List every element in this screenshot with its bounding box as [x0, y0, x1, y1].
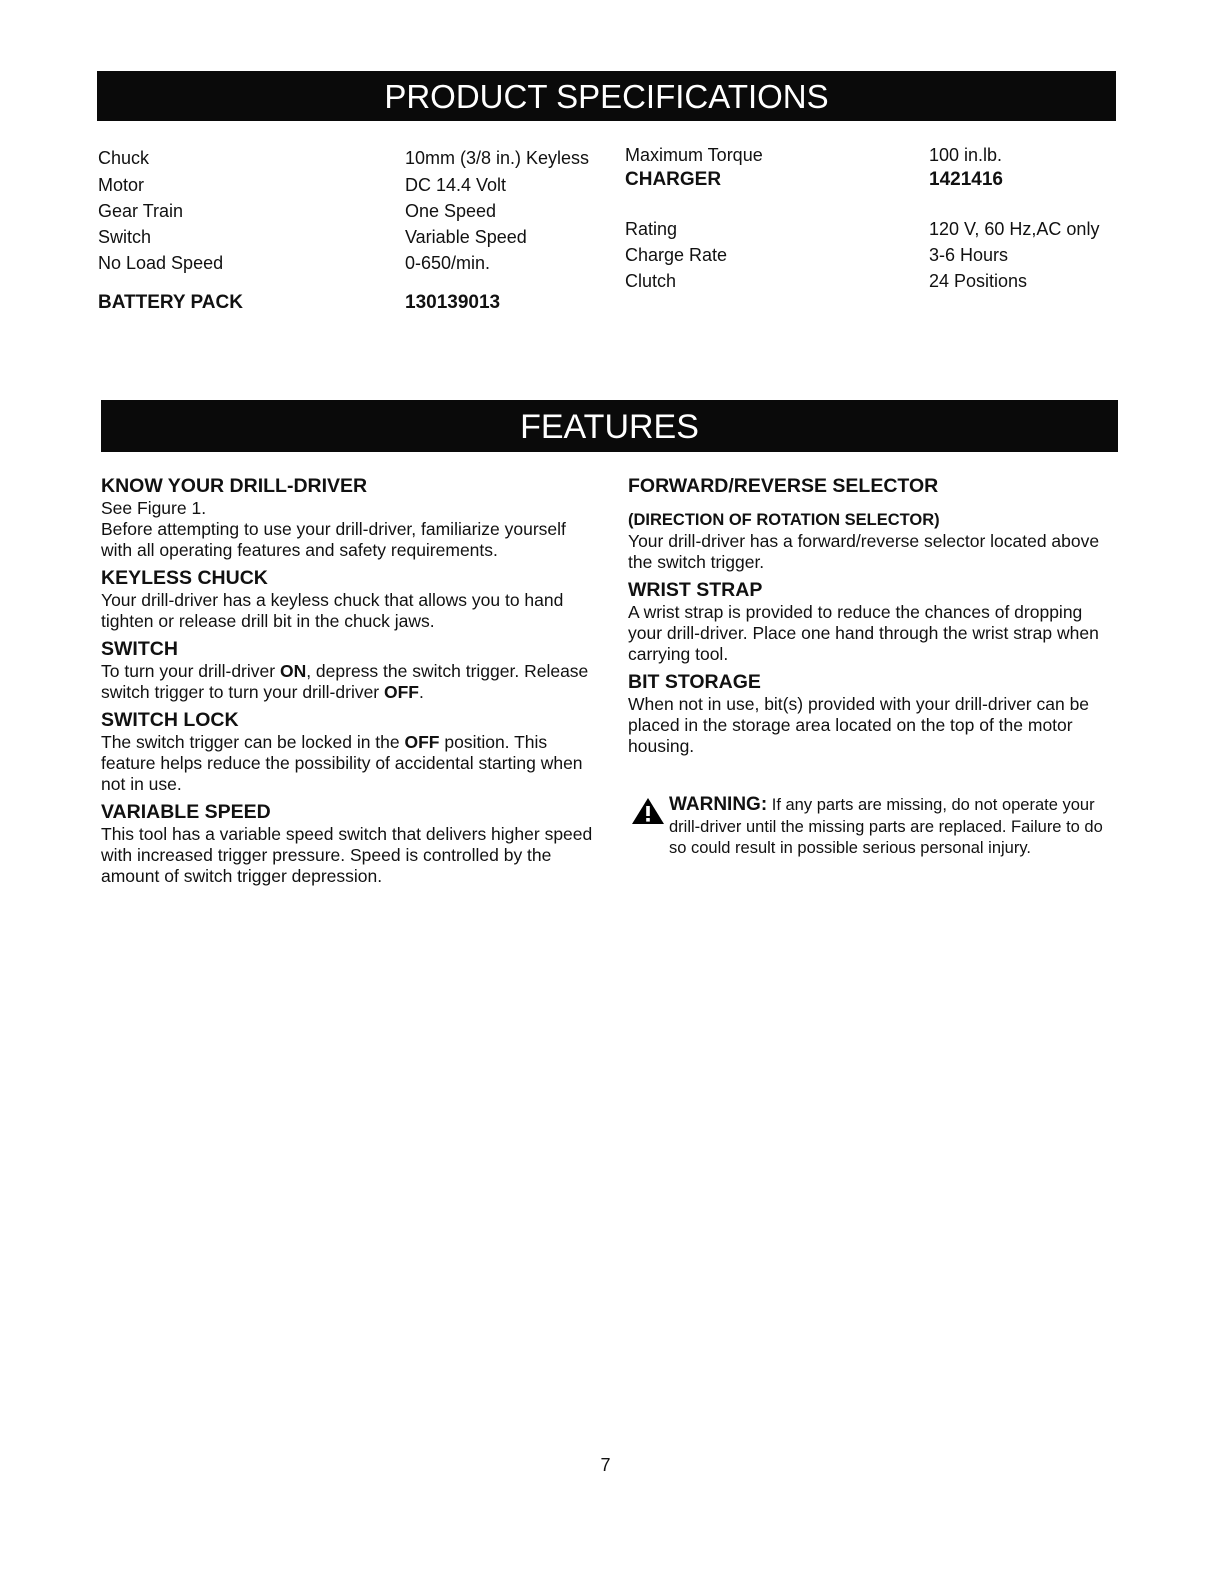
spec-value-max-torque: 100 in.lb.	[929, 145, 1003, 165]
bit-storage-text: When not in use, bit(s) provided with your drill-driver can be placed in the storage area located on the top of the motor housing.	[628, 694, 1090, 756]
forward-reverse-heading: FORWARD/REVERSE SELECTOR	[628, 475, 939, 497]
lock-off: OFF	[404, 732, 440, 752]
specifications-banner	[97, 71, 1116, 121]
keyless-text: Your drill-driver has a keyless chuck that allows you to hand tighten or release drill bit in the chuck jaws.	[101, 590, 564, 631]
wrist-strap-heading: WRIST STRAP	[628, 579, 763, 601]
features-banner	[101, 400, 1118, 452]
spec-label-clutch: Clutch	[625, 271, 677, 291]
spec-value-no-load-speed: 0-650/min.	[405, 253, 491, 273]
bit-storage-heading: BIT STORAGE	[628, 671, 761, 693]
switch-off: OFF	[384, 682, 419, 702]
spec-value-switch: Variable Speed	[405, 227, 527, 247]
switch-lock-text: The switch trigger can be locked in the OFF position. This feature helps reduce the possibility of accidental starting when not in use.	[101, 732, 583, 794]
spec-value-gear-train: One Speed	[405, 201, 497, 221]
features-title: FEATURES	[520, 408, 699, 446]
spec-label-charge-rate: Charge Rate	[625, 245, 728, 265]
wrist-strap-text: A wrist strap is provided to reduce the chances of dropping your drill-driver. Place one hand through the wrist strap when carrying tool.	[628, 602, 1099, 664]
spec-label-charger: CHARGER	[625, 169, 722, 190]
direction-subheading: (DIRECTION OF ROTATION SELECTOR)	[628, 511, 940, 529]
know-text: Before attempting to use your drill-driver, familiarize yourself with all operating features and safety requirements.	[101, 519, 566, 560]
spec-value-chuck: 10mm (3/8 in.) Keyless	[405, 148, 590, 168]
warning-text: If any parts are missing, do not operate your drill-driver until the missing parts are replaced. Failure to do so could result in possible serious personal injury.	[669, 796, 1103, 857]
spec-label-chuck: Chuck	[98, 148, 150, 168]
spec-label-gear-train: Gear Train	[98, 201, 184, 221]
spec-label-switch: Switch	[98, 227, 152, 247]
features-right-column	[628, 474, 1120, 757]
spec-label-rating: Rating	[625, 219, 678, 239]
spec-value-battery-pack: 130139013	[405, 292, 501, 313]
forward-reverse-text: Your drill-driver has a forward/reverse selector located above the switch trigger.	[628, 531, 1100, 572]
spec-value-motor: DC 14.4 Volt	[405, 175, 507, 195]
know-see-figure: See Figure 1.	[101, 498, 207, 518]
spec-value-charger: 1421416	[929, 169, 1003, 190]
spec-value-charge-rate: 3-6 Hours	[929, 245, 1009, 265]
switch-lock-heading: SWITCH LOCK	[101, 709, 239, 731]
warning-label: WARNING:	[669, 794, 768, 815]
spec-value-rating: 120 V, 60 Hz,AC only	[929, 219, 1100, 239]
features-left-column	[101, 474, 599, 887]
switch-heading: SWITCH	[101, 638, 178, 660]
switch-on: ON	[279, 661, 307, 681]
spec-label-max-torque: Maximum Torque	[625, 145, 763, 165]
spec-label-motor: Motor	[98, 175, 145, 195]
warning-triangle-icon	[630, 796, 666, 826]
warning-block	[669, 794, 1109, 860]
specifications-title: PRODUCT SPECIFICATIONS	[384, 78, 829, 115]
keyless-heading: KEYLESS CHUCK	[101, 567, 268, 589]
know-heading: KNOW YOUR DRILL-DRIVER	[101, 475, 368, 497]
switch-text: To turn your drill-driver ON, depress the switch trigger. Release switch trigger to turn your drill-driver OFF.	[101, 661, 589, 702]
variable-speed-heading: VARIABLE SPEED	[101, 801, 271, 823]
spec-label-battery-pack: BATTERY PACK	[98, 292, 243, 313]
spec-value-clutch: 24 Positions	[929, 271, 1028, 291]
variable-speed-text: This tool has a variable speed switch that delivers higher speed with increased trigger pressure. Speed is controlled by the amount of switch trigger depression.	[101, 824, 593, 886]
page-number: 7	[600, 1455, 611, 1475]
spec-label-no-load-speed: No Load Speed	[98, 253, 224, 273]
